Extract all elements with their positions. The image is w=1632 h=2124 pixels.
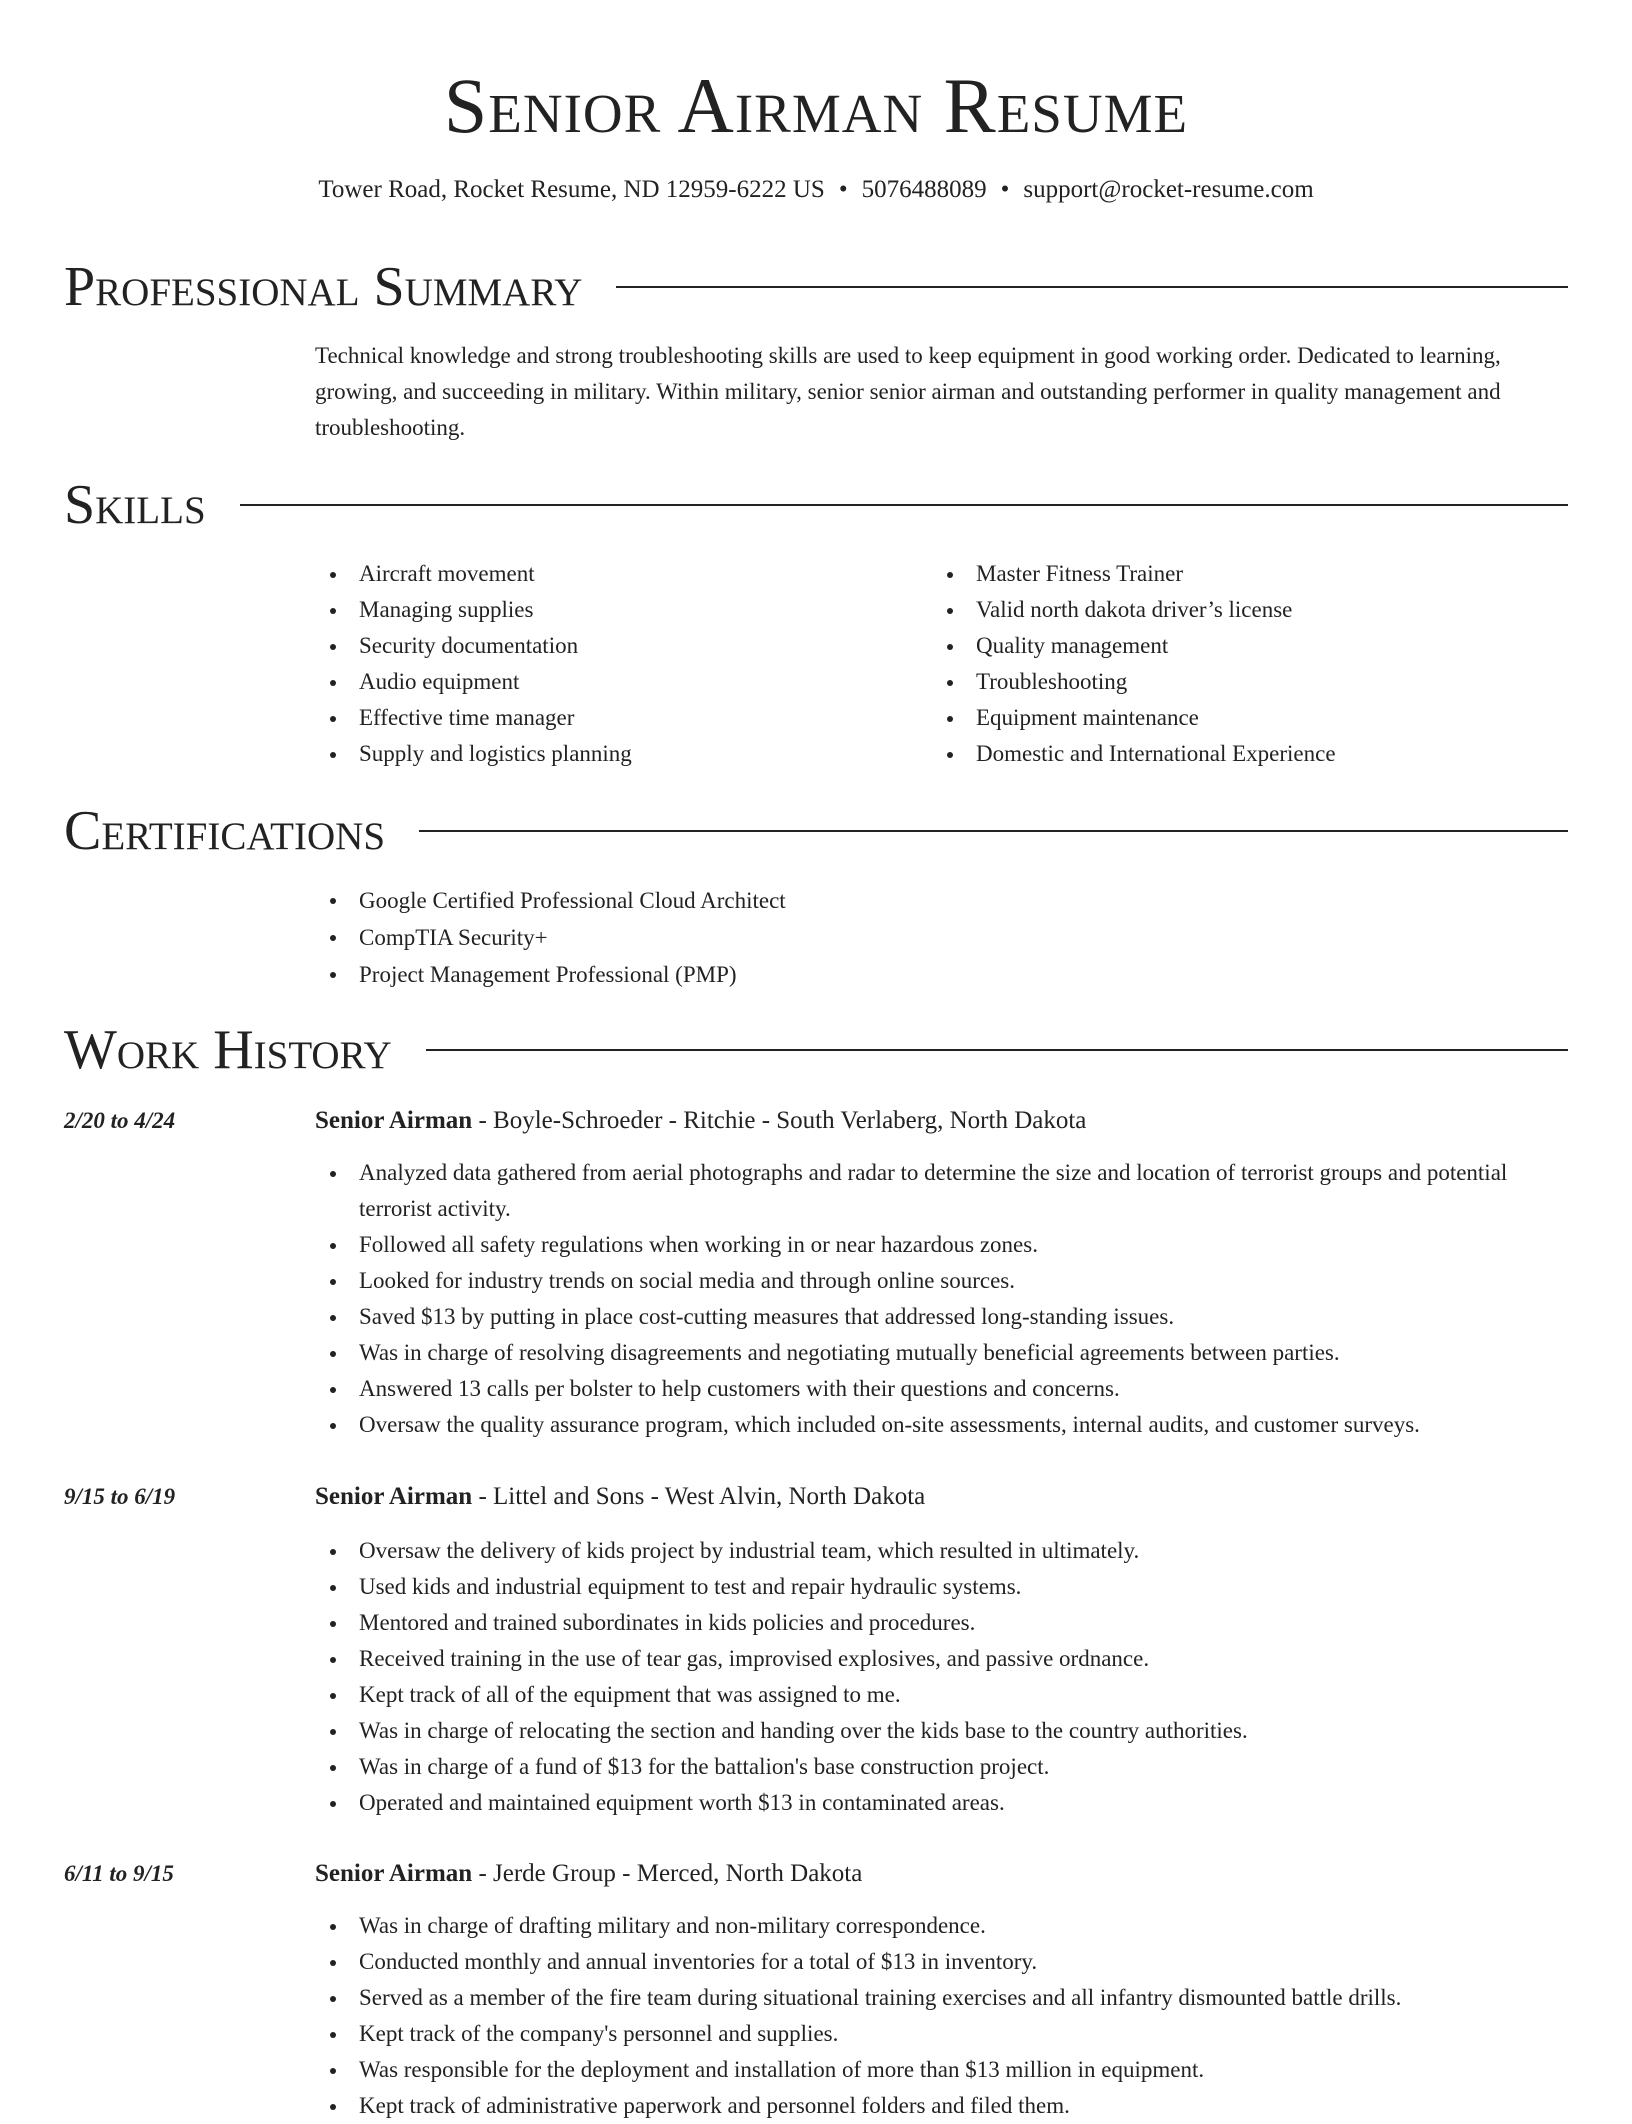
job-bullet: Was in charge of relocating the section and handing over the kids base to the country authorities. xyxy=(315,1713,1575,1749)
section-divider xyxy=(426,1049,1568,1051)
section-divider xyxy=(240,504,1568,506)
job-bullet: Was in charge of drafting military and non-military correspondence. xyxy=(315,1908,1575,1944)
summary-text: Technical knowledge and strong troubleshooting skills are used to keep equipment in good working order. Dedicated to learning, growing, and succeeding in military. Within military, senior senior airman and outstanding performer in quality management and troubleshooting. xyxy=(315,343,1501,440)
job-bullet: Was in charge of a fund of $13 for the battalion's base construction project. xyxy=(315,1749,1575,1785)
job-title-line xyxy=(315,1479,925,1515)
certifications-heading: Certifications xyxy=(64,800,386,862)
work-history-section-header xyxy=(64,1015,1568,1085)
skill-item: Master Fitness Trainer xyxy=(932,556,1572,592)
contact-address: Tower Road, Rocket Resume, ND 12959-6222 US xyxy=(318,176,825,203)
skills-heading: Skills xyxy=(64,474,206,536)
section-divider xyxy=(616,286,1568,288)
work-history-heading: Work History xyxy=(64,1019,392,1081)
skill-item: Equipment maintenance xyxy=(932,700,1572,736)
certification-item: Google Certified Professional Cloud Architect xyxy=(315,882,1565,919)
contact-line xyxy=(0,172,1632,208)
job-bullet-list xyxy=(315,1533,1575,1821)
skills-section-header xyxy=(64,470,1568,540)
skill-item: Security documentation xyxy=(315,628,915,664)
job-dates: 2/20 to 4/24 xyxy=(64,1108,176,1133)
resume-title: Senior Airman Resume xyxy=(443,62,1189,149)
job-bullet: Kept track of the company's personnel and supplies. xyxy=(315,2016,1575,2052)
skill-item: Quality management xyxy=(932,628,1572,664)
skill-item: Troubleshooting xyxy=(932,664,1572,700)
job-dates: 9/15 to 6/19 xyxy=(64,1484,176,1509)
job-bullet: Analyzed data gathered from aerial photographs and radar to determine the size and location of terrorist groups and potential terrorist activity. xyxy=(315,1155,1575,1227)
contact-email[interactable]: support@rocket-resume.com xyxy=(1023,176,1314,203)
skills-list-right xyxy=(932,556,1572,772)
job-bullet: Looked for industry trends on social media and through online sources. xyxy=(315,1263,1575,1299)
certifications-section-header xyxy=(64,796,1568,866)
job-title-line xyxy=(315,1856,862,1892)
job-employer: - Boyle-Schroeder - Ritchie - South Verlaberg, North Dakota xyxy=(472,1107,1087,1134)
job-bullet: Kept track of all of the equipment that was assigned to me. xyxy=(315,1677,1575,1713)
job-bullet: Was in charge of resolving disagreements and negotiating mutually beneficial agreements between parties. xyxy=(315,1335,1575,1371)
job-role: Senior Airman xyxy=(315,1483,473,1510)
skill-item: Supply and logistics planning xyxy=(315,736,915,772)
skill-item: Effective time manager xyxy=(315,700,915,736)
certification-item: Project Management Professional (PMP) xyxy=(315,956,1565,993)
contact-phone[interactable]: 5076488089 xyxy=(861,176,987,203)
job-role: Senior Airman xyxy=(315,1107,473,1134)
skill-item: Valid north dakota driver’s license xyxy=(932,592,1572,628)
job-bullet: Operated and maintained equipment worth $13 in contaminated areas. xyxy=(315,1785,1575,1821)
skill-item: Domestic and International Experience xyxy=(932,736,1572,772)
summary-heading: Professional Summary xyxy=(64,256,583,318)
job-bullet: Saved $13 by putting in place cost-cutting measures that addressed long-standing issues. xyxy=(315,1299,1575,1335)
contact-separator: • xyxy=(838,176,848,203)
job-bullet: Used kids and industrial equipment to test and repair hydraulic systems. xyxy=(315,1569,1575,1605)
job-role: Senior Airman xyxy=(315,1860,473,1887)
skill-item: Aircraft movement xyxy=(315,556,915,592)
job-bullet: Served as a member of the fire team during situational training exercises and all infantry dismounted battle drills. xyxy=(315,1980,1575,2016)
skills-list-left xyxy=(315,556,915,772)
job-bullet-list xyxy=(315,1155,1575,1443)
job-bullet: Was responsible for the deployment and installation of more than $13 million in equipment. xyxy=(315,2052,1575,2088)
job-bullet: Oversaw the quality assurance program, which included on-site assessments, internal audits, and customer surveys. xyxy=(315,1407,1575,1443)
job-dates: 6/11 to 9/15 xyxy=(64,1861,174,1886)
contact-separator: • xyxy=(1000,176,1010,203)
job-bullet: Followed all safety regulations when working in or near hazardous zones. xyxy=(315,1227,1575,1263)
skill-item: Managing supplies xyxy=(315,592,915,628)
certifications-list xyxy=(315,882,1565,993)
job-employer: - Jerde Group - Merced, North Dakota xyxy=(472,1860,863,1887)
job-bullet: Received training in the use of tear gas, improvised explosives, and passive ordnance. xyxy=(315,1641,1575,1677)
job-title-line xyxy=(315,1103,1086,1139)
summary-section-header xyxy=(64,252,1568,322)
job-bullet-list xyxy=(315,1908,1575,2124)
job-bullet: Answered 13 calls per bolster to help customers with their questions and concerns. xyxy=(315,1371,1575,1407)
job-employer: - Littel and Sons - West Alvin, North Dakota xyxy=(472,1483,926,1510)
job-bullet: Mentored and trained subordinates in kids policies and procedures. xyxy=(315,1605,1575,1641)
certification-item: CompTIA Security+ xyxy=(315,919,1565,956)
job-bullet: Oversaw the delivery of kids project by industrial team, which resulted in ultimately. xyxy=(315,1533,1575,1569)
skill-item: Audio equipment xyxy=(315,664,915,700)
job-bullet: Conducted monthly and annual inventories for a total of $13 in inventory. xyxy=(315,1944,1575,1980)
job-bullet: Kept track of administrative paperwork and personnel folders and filed them. xyxy=(315,2088,1575,2124)
section-divider xyxy=(419,830,1568,832)
